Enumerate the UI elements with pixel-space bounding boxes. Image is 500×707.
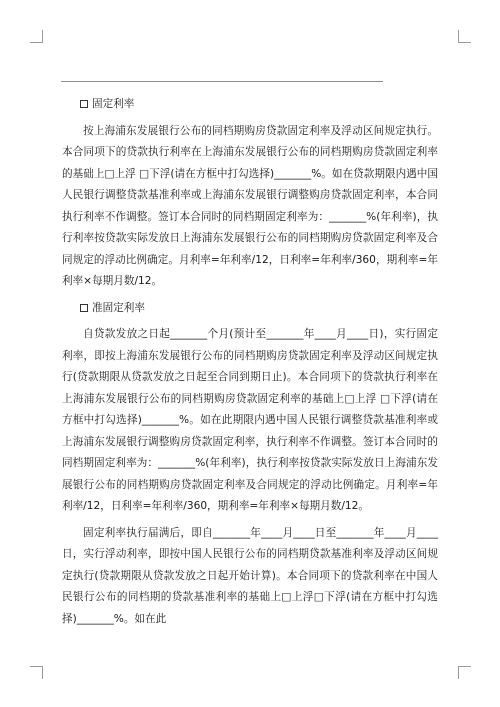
paragraph-fixed-rate: 按上海浦东发展银行公布的同档期购房贷款固定利率及浮动区间规定执行。本合同项下的贷款执行利率在上海浦东发展银行公布的同档期购房贷款固定利率的基础上□上浮 □下浮(请在方框中打勾选择)_______%。如在贷款期限内遇中国人民银行调整贷款基准利率或上海浦东发展银行调整购房贷款固定利率，本合同执行利率不作调整。签订本合同时的同档期固定利率为：_______%(年利率)，执行利率按贷款实际发放日上海浦东发展银行公布的同档期购房贷款固定利率及合同规定的浮动比例确定。月利率=年利率/12，日利率=年利率/360，期利率=年利率×每期月数/12。 <box>62 124 438 287</box>
section-heading-fixed-rate-label: 固定利率 <box>92 98 135 110</box>
crop-mark-top-right <box>458 30 471 43</box>
crop-mark-bottom-right <box>458 666 471 679</box>
crop-mark-bottom-left <box>30 666 43 679</box>
section-heading-fixed-rate <box>62 94 438 116</box>
document-body <box>62 92 438 630</box>
section-heading-quasi-fixed-rate <box>62 298 438 320</box>
checkbox-quasi-fixed-rate[interactable] <box>80 304 88 312</box>
checkbox-fixed-rate[interactable] <box>80 100 88 108</box>
header-rule <box>61 81 383 82</box>
paragraph-floating-after-fixed: 固定利率执行届满后，即自_______年____月____日至_______年____月____日，实行浮动利率，即按中国人民银行公布的同档期贷款基准利率及浮动区间规定执行(贷款期限从贷款发放之日起开始计算)。本合同项下的贷款利率在中国人民银行公布的同档期的贷款基准利率的基础上□上浮□下浮(请在方框中打勾选择)_______%。如在此 <box>62 526 438 625</box>
crop-mark-top-left <box>30 30 43 43</box>
section-heading-quasi-fixed-rate-label: 准固定利率 <box>92 301 145 314</box>
paragraph-quasi-fixed-rate: 自贷款发放之日起_______个月(预计至_______年____月____日)，实行固定利率，即按上海浦东发展银行公布的同档期购房贷款固定利率及浮动区间规定执行(贷款期限从贷款发放之日起至合同到期日止)。本合同项下的贷款执行利率在上海浦东发展银行公布的同档期购房贷款固定利率的基础上□上浮 □下浮(请在方框中打勾选择)_______%。如在此期限内遇中国人民银行调整贷款基准利率或上海浦东发展银行调整购房贷款固定利率，执行利率不作调整。签订本合同时的同档期固定利率为：_______%(年利率)，执行利率按贷款实际发放日上海浦东发展银行公布的同档期购房贷款固定利率及合同规定的浮动比例确定。月利率=年利率/12，日利率=年利率/360，期利率=年利率×每期月数/12。 <box>62 328 438 512</box>
